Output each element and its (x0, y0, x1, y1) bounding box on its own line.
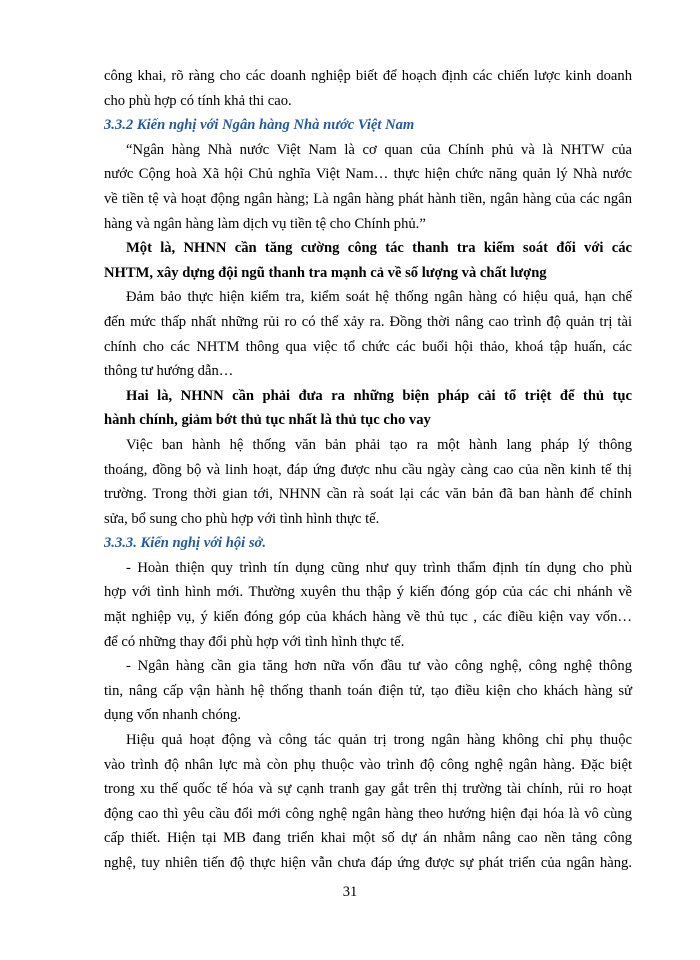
text-line: mặt nghiệp vụ, ý kiến đóng góp của khách hàng về thủ tục , các điều kiện vay vốn… (104, 609, 632, 626)
text-line: nghệ, tuy nhiên tiến độ thực hiện vẫn chưa đáp ứng được sự phát triển của ngân hàng. (104, 855, 632, 871)
section-heading-3-3-3: 3.3.3. Kiến nghị với hội sở. (104, 535, 267, 552)
text-line: để có những thay đổi phù hợp với tình hình thực tế. (104, 633, 405, 650)
text-line: Đảm bảo thực hiện kiểm tra, kiểm soát hệ thống ngân hàng có hiệu quả, hạn chế (126, 289, 632, 306)
page-number: 31 (342, 884, 358, 900)
text-line: động cao thì yêu cầu đổi mới công nghệ ngân hàng theo hướng hiện đại hóa là vô cùng (104, 805, 632, 822)
text-line: trong xu thế quốc tế hóa và sự cạnh tranh gay gắt trên thị trường tài chính, rủi ro hoạt (104, 781, 632, 798)
text-line: NHTM, xây dựng đội ngũ thanh tra mạnh cả về số lượng và chất lượng (104, 264, 547, 281)
document-page (104, 64, 632, 876)
text-line: hành chính, giảm bớt thủ tục nhất là thủ tục cho vay (104, 412, 431, 429)
text-line: hợp với tình hình mới. Thường xuyên thu thập ý kiến đóng góp của các chi nhánh về (104, 584, 632, 601)
text-line: vào trình độ nhân lực mà còn phụ thuộc vào trình độ công nghệ ngân hàng. Đặc biệt (104, 756, 632, 773)
text-line: nước Cộng hoà Xã hội Chủ nghĩa Việt Nam… thực hiện chức năng quản lý Nhà nước (104, 166, 632, 183)
bullet-two (104, 654, 632, 728)
point-two-title (104, 384, 632, 433)
intro-paragraph (104, 64, 632, 113)
text-line: Hiệu quả hoạt động và công tác quản trị trong ngân hàng không chỉ phụ thuộc (126, 732, 632, 749)
text-line: cho phù hợp có tính khả thi cao. (104, 92, 292, 109)
text-line: hàng và ngân hàng làm dịch vụ tiền tệ cho Chính phủ.” (104, 215, 426, 232)
bullet-one (104, 556, 632, 654)
text-line: về tiền tệ và hoạt động ngân hàng; Là ngân hàng phát hành tiền, ngân hàng của các ngân (104, 190, 632, 207)
closing-paragraph (104, 728, 632, 876)
quote-paragraph (104, 138, 632, 236)
text-line: thông tư hướng dẫn… (104, 363, 234, 380)
text-line: - Hoàn thiện quy trình tín dụng cũng như quy trình thẩm định tín dụng cho phù (126, 559, 632, 576)
text-line: - Ngân hàng cần gia tăng hơn nữa vốn đầu tư vào công nghệ, công nghệ thông (126, 658, 632, 675)
section-heading-3-3-2: 3.3.2 Kiến nghị với Ngân hàng Nhà nước Việt Nam (104, 117, 415, 134)
point-one-body (104, 285, 632, 383)
text-line: Một là, NHNN cần tăng cường công tác thanh tra kiểm soát đối với các (126, 240, 632, 257)
text-line: tin, nâng cấp vận hành hệ thống thanh toán điện tử, tạo điều kiện cho khách hàng sử (104, 682, 632, 699)
text-line: dụng vốn nhanh chóng. (104, 707, 242, 724)
text-line: chính cho các NHTM thông qua việc tổ chức các buổi hội thảo, khoá tập huấn, các (104, 338, 632, 355)
point-two-body (104, 433, 632, 531)
text-line: Hai là, NHNN cần phải đưa ra những biện pháp cải tổ triệt để thủ tục (126, 387, 632, 404)
text-line: thoáng, đồng bộ và linh hoạt, đáp ứng được nhu cầu ngày càng cao của nền kinh tế thị (104, 461, 632, 478)
text-line: cấp thiết. Hiện tại MB đang triển khai một số dự án nhằm nâng cao nền tảng công (104, 830, 632, 847)
text-line: trường. Trong thời gian tới, NHNN cần rà soát lại các văn bản đã ban hành để chỉnh (104, 486, 632, 503)
text-line: công khai, rõ ràng cho các doanh nghiệp biết để hoạch định các chiến lược kinh doanh (104, 68, 632, 84)
text-line: đến mức thấp nhất những rủi ro có thể xảy ra. Đồng thời nâng cao trình độ quản trị tài (104, 313, 632, 330)
point-one-title (104, 236, 632, 285)
text-line: Việc ban hành hệ thống văn bản phải tạo ra một hành lang pháp lý thông (126, 436, 632, 453)
text-line: sửa, bổ sung cho phù hợp với tình hình thực tế. (104, 510, 380, 527)
text-line: “Ngân hàng Nhà nước Việt Nam là cơ quan của Chính phủ và là NHTW của (126, 141, 632, 158)
